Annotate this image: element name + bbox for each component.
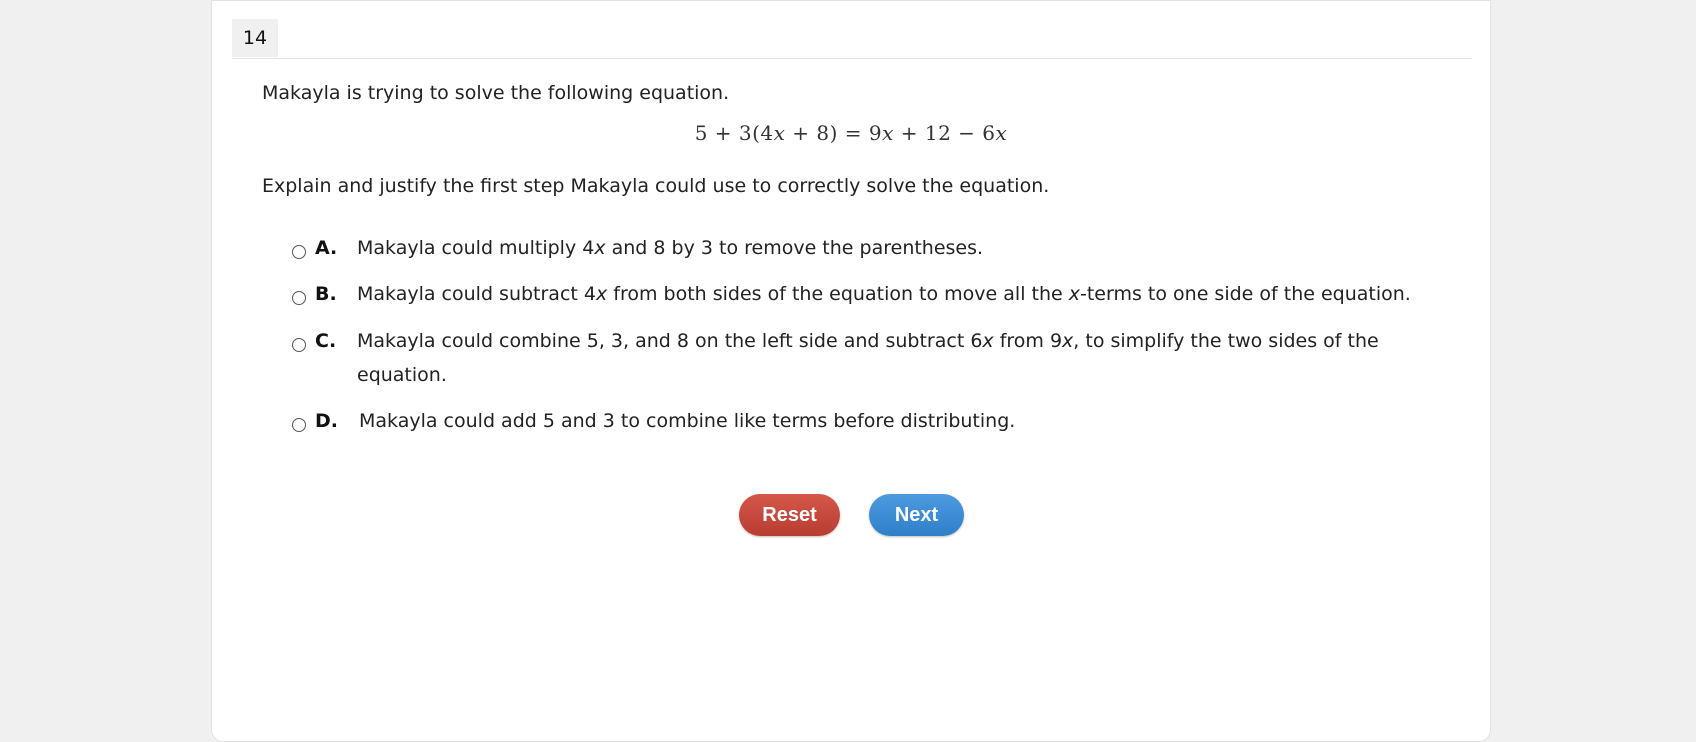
option-a-letter: A. bbox=[315, 237, 338, 259]
equation-part: + 8) = 9 bbox=[785, 121, 883, 145]
option-c-letter: C. bbox=[315, 330, 337, 352]
option-d-radio[interactable] bbox=[292, 418, 306, 432]
equation-variable: x bbox=[882, 121, 894, 145]
question-prompt: Explain and justify the first step Makayla could use to correctly solve the equation. bbox=[262, 175, 1050, 197]
equation-part: 5 + 3(4 bbox=[694, 121, 774, 145]
equation-variable: x bbox=[995, 121, 1008, 145]
option-d-text bbox=[359, 404, 1419, 438]
option-b-radio[interactable] bbox=[292, 291, 306, 305]
equation-variable: x bbox=[773, 121, 786, 145]
reset-button[interactable]: Reset bbox=[739, 494, 840, 536]
question-header bbox=[232, 19, 1472, 59]
option-a-text bbox=[357, 231, 1417, 265]
option-d-letter: D. bbox=[315, 410, 338, 432]
option-c-text-seg: , to simplify the two sides of the equation. bbox=[357, 330, 1379, 386]
option-c-text-seg: from 9 bbox=[993, 330, 1063, 352]
option-b-letter: B. bbox=[315, 283, 337, 305]
question-intro: Makayla is trying to solve the following equation. bbox=[262, 82, 730, 104]
option-b-text-seg: -terms to one side of the equation. bbox=[1080, 283, 1411, 305]
option-a-text-var: x bbox=[594, 237, 606, 259]
option-b-text bbox=[357, 277, 1417, 311]
option-c-text bbox=[357, 324, 1417, 392]
option-c-radio[interactable] bbox=[292, 338, 306, 352]
equation bbox=[212, 121, 1490, 145]
question-number: 14 bbox=[232, 19, 278, 57]
equation-part: + 12 − 6 bbox=[893, 121, 996, 145]
option-c-text-var: x bbox=[1062, 330, 1074, 352]
question-card bbox=[211, 0, 1491, 742]
option-b-text-seg: from both sides of the equation to move all the bbox=[607, 283, 1069, 305]
next-button[interactable]: Next bbox=[869, 494, 964, 536]
option-b-text-var: x bbox=[595, 283, 608, 305]
option-a-text-seg: and 8 by 3 to remove the parentheses. bbox=[605, 237, 984, 259]
option-c-text-var: x bbox=[982, 330, 994, 352]
option-d-text-seg: Makayla could add 5 and 3 to combine like terms before distributing. bbox=[359, 410, 1016, 432]
option-a-radio[interactable] bbox=[292, 245, 306, 259]
option-b-text-seg: Makayla could subtract 4 bbox=[357, 283, 596, 305]
option-a-text-seg: Makayla could multiply 4 bbox=[357, 237, 595, 259]
option-b-text-var: x bbox=[1068, 283, 1080, 305]
option-c-text-seg: Makayla could combine 5, 3, and 8 on the left side and subtract 6 bbox=[357, 330, 983, 352]
